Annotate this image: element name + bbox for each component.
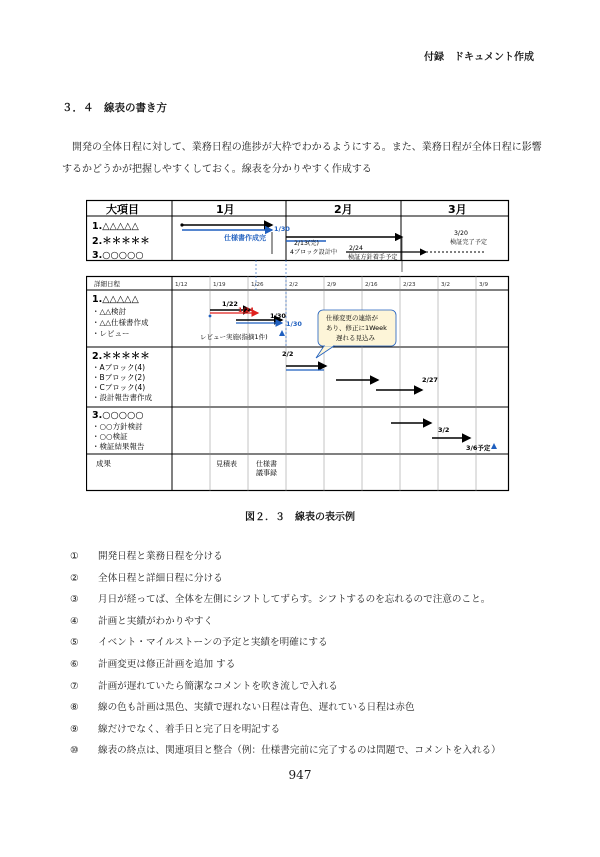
week-date: 1/12 xyxy=(175,282,188,288)
list-item xyxy=(70,740,550,762)
item-number: ② xyxy=(70,572,79,584)
task-label: ・Aブロック(4) xyxy=(92,363,146,372)
note: 1/30 xyxy=(274,225,290,233)
note: 2/2 xyxy=(282,350,294,358)
note: 検証方針着手予定 xyxy=(348,254,398,261)
detail-bars xyxy=(209,260,497,449)
note: 3/6予定 xyxy=(466,444,491,452)
item-number: ④ xyxy=(70,615,79,627)
note: 検証完了予定 xyxy=(450,239,488,246)
callout-line: あり、修正に1Week xyxy=(326,324,387,332)
note: レビュー実施(指摘1件) xyxy=(200,333,268,341)
week-date: 3/9 xyxy=(479,282,489,288)
detail-schedule-table xyxy=(86,276,509,491)
item-text: 開発日程と業務日程を分ける xyxy=(98,551,223,562)
task-label: ・△△検討 xyxy=(92,307,127,316)
item-text: 計画が遅れていたら簡潔なコメントを吹き流しで入れる xyxy=(98,680,338,692)
list-item xyxy=(70,697,550,719)
note: 2/13(完) xyxy=(294,240,319,247)
task-label: ・Cブロック(4) xyxy=(92,383,146,392)
item-text: 線表の終点は、関連項目と整合（例：仕様書完前に完了するのは問題で、コメントを入れる） xyxy=(98,745,501,757)
task-label: ・設計報告書作成 xyxy=(92,393,152,402)
task-label: ・検証結果報告 xyxy=(92,442,145,451)
list-item xyxy=(70,654,550,676)
list-item xyxy=(70,546,550,568)
task-label: ・レビュー xyxy=(92,329,130,338)
note: 1/22 xyxy=(222,300,238,308)
item-number: ⑤ xyxy=(70,637,79,649)
note: 仕様書作成完 xyxy=(224,234,266,242)
top-header-item: 大項目 xyxy=(106,203,139,216)
item-text: 線だけでなく、着手日と完了日を明記する xyxy=(98,723,281,735)
deliverable: 仕様書 xyxy=(256,460,277,468)
task-label: ・○○検証 xyxy=(92,432,128,441)
item-number: ⑩ xyxy=(70,745,79,757)
note: 1/30 xyxy=(286,320,302,328)
deliverable: 見積表 xyxy=(216,460,237,468)
item-number: ⑥ xyxy=(70,658,79,670)
note: 3/20 xyxy=(454,230,468,237)
week-date: 2/9 xyxy=(327,282,337,288)
intro-paragraph xyxy=(62,137,542,181)
list-item xyxy=(70,632,550,654)
item-text: イベント・マイルストーンの予定と実績を明確にする xyxy=(98,637,328,649)
group-title: 2.＊＊＊＊＊ xyxy=(92,351,150,362)
callout-line: 遅れる見込み xyxy=(336,334,375,342)
top-item: 1.△△△△△ xyxy=(92,221,139,232)
note: 4ブロック設計中 xyxy=(290,249,338,256)
month-label: 3月 xyxy=(448,203,467,216)
page-number: 947 xyxy=(288,768,312,782)
note: 1/30 xyxy=(270,312,286,320)
gantt-figure xyxy=(86,194,510,492)
item-number: ① xyxy=(70,551,79,562)
week-date: 2/23 xyxy=(403,282,416,288)
list-item xyxy=(70,611,550,633)
item-text: 計画と実績がわかりやすく xyxy=(98,615,214,627)
week-date: 1/19 xyxy=(213,282,226,288)
list-item xyxy=(70,589,550,611)
list-item xyxy=(70,719,550,741)
top-item: 2.＊＊＊＊＊ xyxy=(92,236,150,247)
task-label: ・△△仕様書作成 xyxy=(92,318,149,327)
item-number: ⑧ xyxy=(70,702,79,714)
item-text: 全体日程と詳細日程に分ける xyxy=(98,572,223,584)
guideline-list xyxy=(70,546,550,762)
note: 2/27 xyxy=(422,376,438,384)
item-text: 計画変更は修正計画を追加 する xyxy=(98,658,236,670)
list-item xyxy=(70,568,550,590)
figure-caption: 図２．３ 線表の表示例 xyxy=(245,512,355,523)
item-text: 線の色も計画は黒色、実績で遅れない日程は青色、遅れている日程は赤色 xyxy=(98,702,415,714)
item-number: ⑦ xyxy=(70,680,79,692)
task-label: ・Bブロック(2) xyxy=(92,373,146,382)
callout-line: 仕様変更の連絡が xyxy=(326,314,378,322)
group-title: 3.○○○○○ xyxy=(92,410,144,421)
week-date: 3/2 xyxy=(441,282,451,288)
detail-header: 詳細日程 xyxy=(94,280,120,288)
note: 3/2 xyxy=(438,426,450,434)
running-header: 付録 ドキュメント作成 xyxy=(424,52,534,63)
month-label: 2月 xyxy=(334,203,353,216)
item-text: 月日が経ってば、全体を左側にシフトしてずらす。シフトするのを忘れるので注意のこと。 xyxy=(98,594,491,606)
note: 2/24 xyxy=(349,245,363,252)
delay-callout xyxy=(316,310,396,358)
month-label: 1月 xyxy=(216,203,235,216)
top-item: 3.○○○○○ xyxy=(92,250,144,261)
note: 1/24 xyxy=(238,306,254,314)
item-number: ⑨ xyxy=(70,723,79,735)
item-number: ③ xyxy=(70,594,79,606)
list-item xyxy=(70,676,550,698)
task-label: ・○○方針検討 xyxy=(92,422,143,431)
section-title: ３．４ 線表の書き方 xyxy=(62,102,167,114)
week-date: 2/16 xyxy=(365,282,378,288)
group-title: 1.△△△△△ xyxy=(92,294,139,305)
deliverable: 議事録 xyxy=(256,469,277,477)
week-date: 2/2 xyxy=(289,282,299,288)
deliverables-label: 成果 xyxy=(96,459,111,468)
week-date: 1/26 xyxy=(251,282,264,288)
intro-text: 開発の全体日程に対して、業務日程の進捗が大枠でわかるようにする。また、業務日程が全体日程に影響するかどうかが把握しやすくしておく。線表を分かりやすく作成する xyxy=(62,142,542,175)
top-bars xyxy=(180,223,486,272)
